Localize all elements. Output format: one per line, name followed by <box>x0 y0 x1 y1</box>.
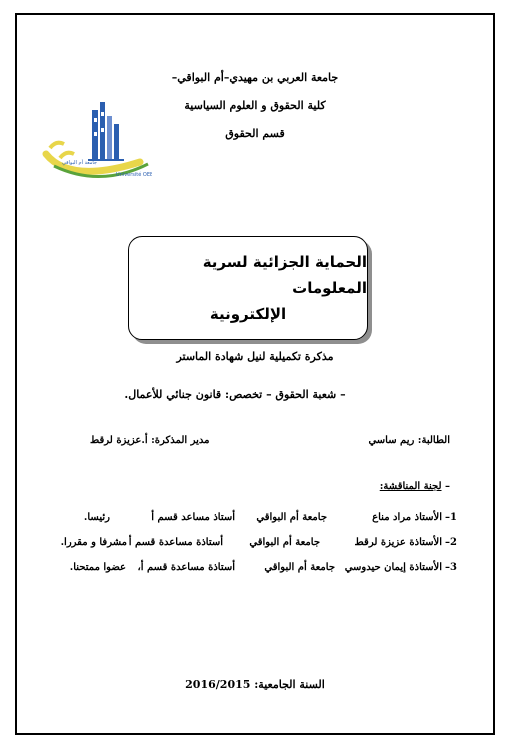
university-name: جامعة العربي بن مهيدي–أم البواقي– <box>171 71 339 84</box>
member-name: الأستاذة إيمان حيدوسي <box>344 562 442 573</box>
svg-text:Université OEB: Université OEB <box>116 172 152 178</box>
thesis-subtitle: مذكرة تكميلية لنيل شهادة الماستر <box>176 350 334 363</box>
member-rank: أستاذ مساعد قسم أ <box>151 512 235 523</box>
department-name: قسم الحقوق <box>225 127 285 140</box>
member-rank: أستاذة مساعدة قسم أ، <box>137 562 235 573</box>
member-university: جامعة أم البواقي <box>256 512 327 523</box>
member-number: 1– <box>445 512 457 523</box>
thesis-title-line-2: الإلكترونية <box>209 305 287 323</box>
specialty-line: – شعبة الحقوق – تخصص: قانون جنائي للأعمال. <box>124 388 346 401</box>
svg-text:جامعة أم البواقي: جامعة أم البواقي <box>62 160 97 166</box>
committee-heading-text: لجنة المناقشة: <box>379 481 442 492</box>
committee-heading <box>380 481 450 492</box>
member-name: الأستاذ مراد مناع <box>372 512 442 523</box>
committee-heading-dash: – <box>445 481 450 492</box>
academic-year: السنة الجامعية: 2016/2015 <box>185 678 325 691</box>
member-role: رئيسا. <box>83 512 110 523</box>
faculty-name: كلية الحقوق و العلوم السياسية <box>184 99 326 112</box>
member-university: جامعة أم البواقي <box>249 537 320 548</box>
thesis-title-box <box>128 236 368 340</box>
member-name: الأستاذة عزيزة لرقط <box>354 537 442 548</box>
thesis-title-line-1: الحماية الجزائية لسرية المعلومات <box>202 253 367 297</box>
university-logo-icon <box>40 92 152 184</box>
member-university: جامعة أم البواقي <box>264 562 335 573</box>
member-role: مشرفا و مقررا. <box>60 537 127 548</box>
member-number: 3– <box>445 562 457 573</box>
member-number: 2– <box>445 537 457 548</box>
student-name: الطالبة: ريم ساسي <box>368 435 450 446</box>
member-role: عضوا ممتحنا. <box>69 562 126 573</box>
supervisor-name: مدير المذكرة: أ.عزيزة لرقط <box>90 435 210 446</box>
member-rank: أستاذة مساعدة قسم أ <box>128 537 223 548</box>
